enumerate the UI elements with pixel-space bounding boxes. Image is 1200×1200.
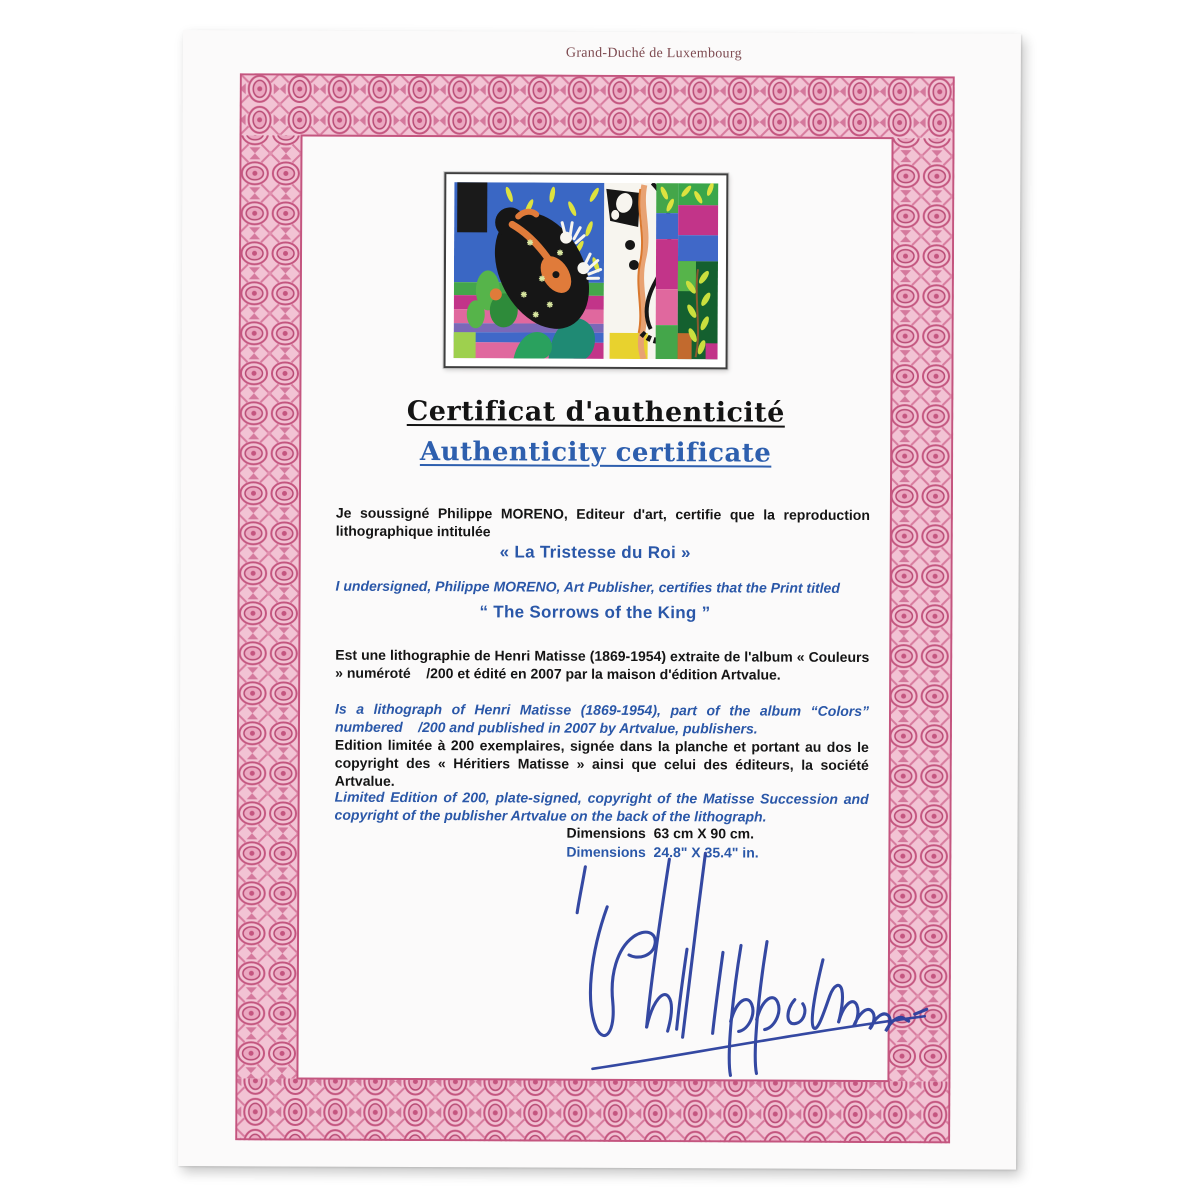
signature — [532, 837, 953, 1079]
matisse-collage-image — [454, 182, 719, 359]
header-text: Grand-Duché de Luxembourg — [565, 45, 742, 62]
description-paragraph-en: Is a lithograph of Henri Matisse (1869-1954), part of the album “Colors” numbered /200 and published in 2007 by Artvalue, publishers. — [334, 700, 870, 737]
artwork-title-en: “ The Sorrows of the King ” — [479, 602, 711, 623]
edition-paragraph-fr: Edition limitée à 200 exemplaires, signée dans la planche et portant au dos le copyright des « Héritiers Matisse » ainsi que celui des éditeurs, la société Artvalue. — [334, 736, 869, 789]
certificate-content — [297, 136, 892, 1082]
artwork-frame — [444, 172, 729, 369]
edition-paragraph-en: Limited Edition of 200, plate-signed, copyright of the Matisse Succession and copyright of the publisher Artvalue on the back of the lithograph. — [334, 788, 869, 825]
artwork-title-fr: « La Tristesse du Roi » — [499, 542, 691, 563]
certificate-title-en: Authenticity certificate — [419, 437, 772, 469]
intro-paragraph-fr: Je soussigné Philippe MORENO, Editeur d'art, certifie que la reproduction lithographique intitulée — [335, 504, 870, 540]
description-paragraph-fr: Est une lithographie de Henri Matisse (1869-1954) extraite de l'album « Couleurs » numéroté /200 et édité en 2007 par la maison d'édition Artvalue. — [335, 646, 870, 683]
certificate-paper — [178, 30, 1021, 1170]
certificate-title-fr: Certificat d'authenticité — [406, 395, 785, 429]
intro-paragraph-en: I undersigned, Philippe MORENO, Art Publisher, certifies that the Print titled — [335, 577, 840, 596]
dimensions-line-fr: Dimensions 63 cm X 90 cm. — [566, 824, 755, 842]
dimensions-line-en: Dimensions 24.8" X 35.4" in. — [566, 843, 759, 861]
